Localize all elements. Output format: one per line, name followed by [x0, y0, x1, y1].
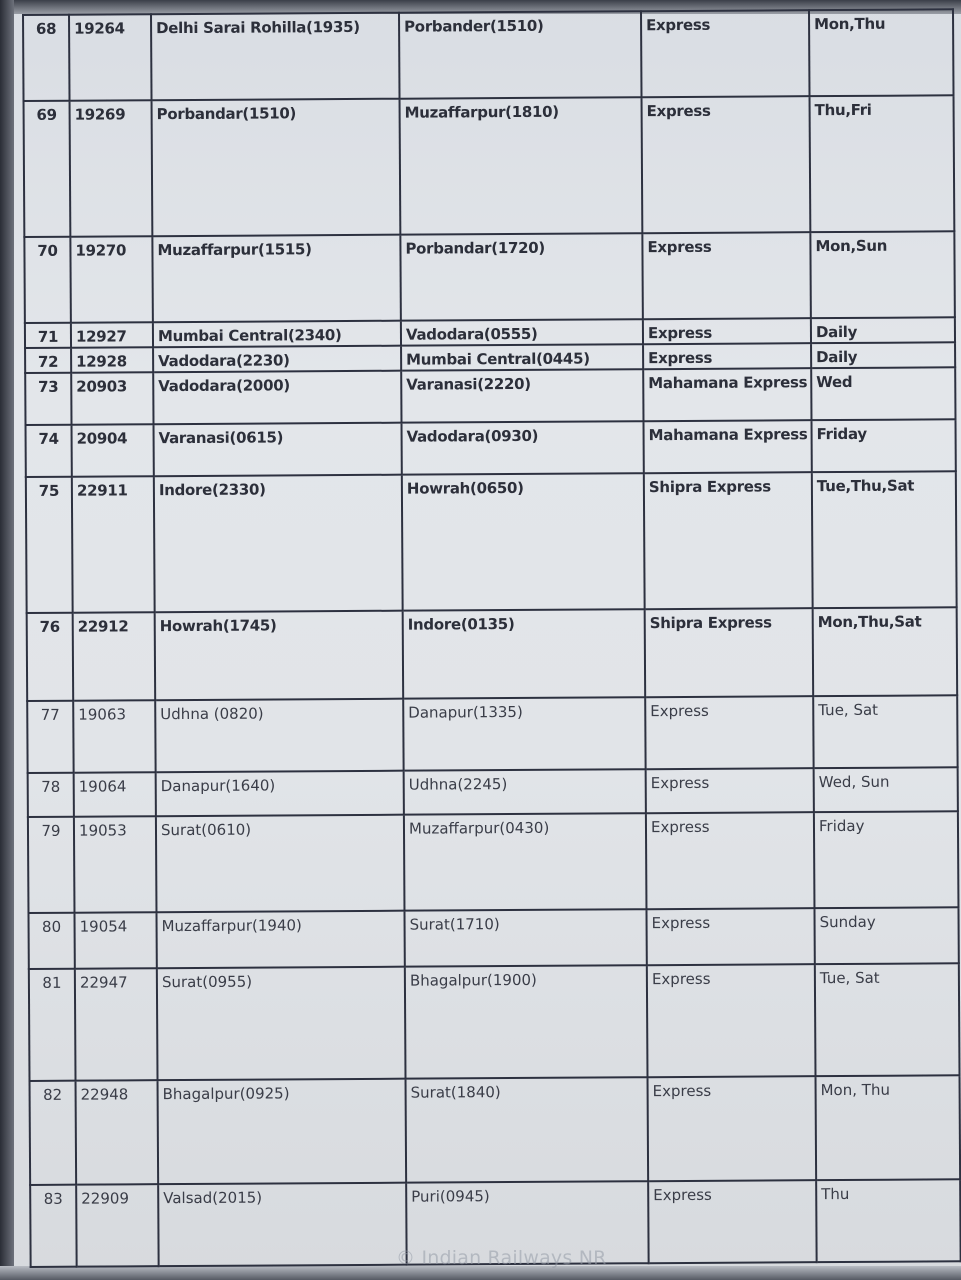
days-cell: Thu,Fri: [810, 95, 955, 232]
origin-cell: Porbandar(1510): [152, 99, 401, 237]
serial-number-cell: 77: [27, 701, 73, 773]
days-cell: Tue, Sat: [813, 695, 957, 768]
serial-number-cell: 74: [26, 425, 72, 477]
table-row: [28, 907, 958, 969]
serial-number-cell: 68: [23, 15, 70, 101]
serial-number-cell: 73: [25, 373, 71, 425]
origin-cell: Surat(0610): [156, 815, 405, 913]
train-number-cell: 19053: [74, 816, 157, 912]
table-row: [27, 695, 957, 773]
origin-cell: Muzaffarpur(1515): [152, 235, 401, 323]
train-number-cell: 12928: [71, 347, 153, 373]
serial-number-cell: 80: [28, 913, 74, 969]
days-cell: Mon, Thu: [816, 1075, 961, 1180]
origin-cell: Vadodara(2230): [153, 346, 401, 373]
serial-number-cell: 82: [30, 1081, 77, 1185]
serial-number-cell: 71: [25, 323, 71, 348]
train-number-cell: 22909: [76, 1184, 158, 1266]
origin-cell: Valsad(2015): [158, 1183, 406, 1267]
train-number-cell: 19054: [74, 912, 156, 968]
destination-cell: Udhna(2245): [404, 769, 646, 814]
days-cell: Tue,Thu,Sat: [812, 471, 957, 608]
train-number-cell: 20904: [72, 424, 154, 476]
destination-cell: Surat(1840): [406, 1077, 649, 1182]
origin-cell: Bhagalpur(0925): [158, 1079, 407, 1185]
serial-number-cell: 70: [24, 237, 71, 323]
days-cell: Wed: [811, 367, 955, 420]
train-number-cell: 19269: [70, 100, 153, 236]
destination-cell: Muzaffarpur(1810): [400, 97, 643, 234]
train-timetable: [22, 8, 961, 1268]
days-cell: Sunday: [814, 907, 958, 964]
train-type-cell: Express: [648, 1180, 816, 1263]
destination-cell: Varanasi(2220): [401, 369, 643, 422]
train-type-cell: Express: [646, 768, 814, 813]
days-cell: Daily: [811, 317, 955, 343]
destination-cell: Howrah(0650): [402, 473, 645, 610]
table-row: [28, 811, 959, 913]
train-type-cell: Express: [643, 343, 811, 369]
table-row: [26, 471, 957, 613]
days-cell: Tue, Sat: [815, 963, 960, 1076]
days-cell: Thu: [816, 1179, 960, 1262]
origin-cell: Muzaffarpur(1940): [156, 911, 404, 969]
table-row: [25, 367, 955, 425]
train-type-cell: Express: [646, 908, 814, 965]
train-number-cell: 20903: [71, 372, 153, 424]
days-cell: Daily: [811, 342, 955, 368]
train-number-cell: 22911: [72, 476, 155, 612]
watermark: © Indian Railways NR: [396, 1247, 607, 1269]
train-type-cell: Mahamana Express: [643, 420, 811, 473]
train-number-cell: 19264: [69, 14, 152, 100]
origin-cell: Danapur(1640): [156, 771, 404, 817]
days-cell: Wed, Sun: [814, 767, 958, 812]
table-row: [24, 231, 955, 323]
destination-cell: Muzaffarpur(0430): [404, 813, 647, 910]
origin-cell: Udhna (0820): [155, 699, 403, 773]
serial-number-cell: 83: [30, 1185, 77, 1267]
origin-cell: Vadodara(2000): [153, 371, 401, 425]
table-row: [28, 767, 958, 817]
train-number-cell: 22912: [73, 612, 156, 700]
origin-cell: Mumbai Central(2340): [153, 321, 401, 348]
days-cell: Friday: [811, 419, 955, 472]
train-type-cell: Express: [645, 696, 813, 769]
destination-cell: Surat(1710): [404, 909, 646, 966]
serial-number-cell: 78: [28, 773, 74, 817]
destination-cell: Vadodara(0930): [402, 421, 644, 474]
train-number-cell: 19063: [73, 700, 155, 772]
train-type-cell: Express: [646, 812, 815, 909]
origin-cell: Varanasi(0615): [154, 423, 402, 477]
train-type-cell: Express: [642, 232, 811, 319]
destination-cell: Danapur(1335): [403, 697, 645, 770]
train-number-cell: 22948: [76, 1080, 159, 1184]
serial-number-cell: 69: [24, 101, 71, 237]
serial-number-cell: 72: [25, 348, 71, 373]
origin-cell: Delhi Sarai Rohilla(1935): [151, 13, 400, 101]
destination-cell: Vadodara(0555): [401, 319, 643, 345]
destination-cell: Porbander(1510): [399, 11, 642, 98]
screen-frame-left: [0, 0, 14, 1280]
train-number-cell: 19270: [70, 236, 153, 322]
serial-number-cell: 81: [29, 969, 76, 1081]
days-cell: Mon,Sun: [810, 231, 955, 318]
train-type-cell: Mahamana Express: [643, 368, 811, 421]
days-cell: Friday: [814, 811, 959, 908]
origin-cell: Howrah(1745): [155, 611, 404, 701]
train-number-cell: 19064: [74, 772, 156, 817]
destination-cell: Mumbai Central(0445): [401, 344, 643, 370]
table-row: [27, 607, 958, 701]
table-row: [23, 9, 954, 101]
train-type-cell: Express: [642, 96, 811, 233]
serial-number-cell: 75: [26, 477, 73, 613]
train-type-cell: Express: [641, 10, 810, 97]
serial-number-cell: 76: [27, 613, 74, 701]
train-type-cell: Shipra Express: [644, 472, 813, 609]
serial-number-cell: 79: [28, 817, 75, 913]
train-number-cell: 22947: [75, 968, 158, 1080]
destination-cell: Puri(0945): [406, 1181, 648, 1264]
table-row: [29, 963, 960, 1081]
destination-cell: Porbandar(1720): [400, 233, 643, 320]
train-type-cell: Shipra Express: [645, 608, 814, 697]
train-type-cell: Express: [647, 964, 816, 1077]
train-number-cell: 12927: [71, 322, 153, 348]
train-type-cell: Express: [648, 1076, 817, 1181]
table-row: [24, 95, 955, 237]
origin-cell: Surat(0955): [157, 967, 406, 1081]
destination-cell: Indore(0135): [403, 609, 646, 698]
origin-cell: Indore(2330): [154, 475, 403, 613]
days-cell: Mon,Thu: [809, 9, 954, 96]
train-type-cell: Express: [643, 318, 811, 344]
table-row: [26, 419, 956, 477]
destination-cell: Bhagalpur(1900): [405, 965, 648, 1078]
days-cell: Mon,Thu,Sat: [813, 607, 958, 696]
table-row: [30, 1075, 961, 1185]
